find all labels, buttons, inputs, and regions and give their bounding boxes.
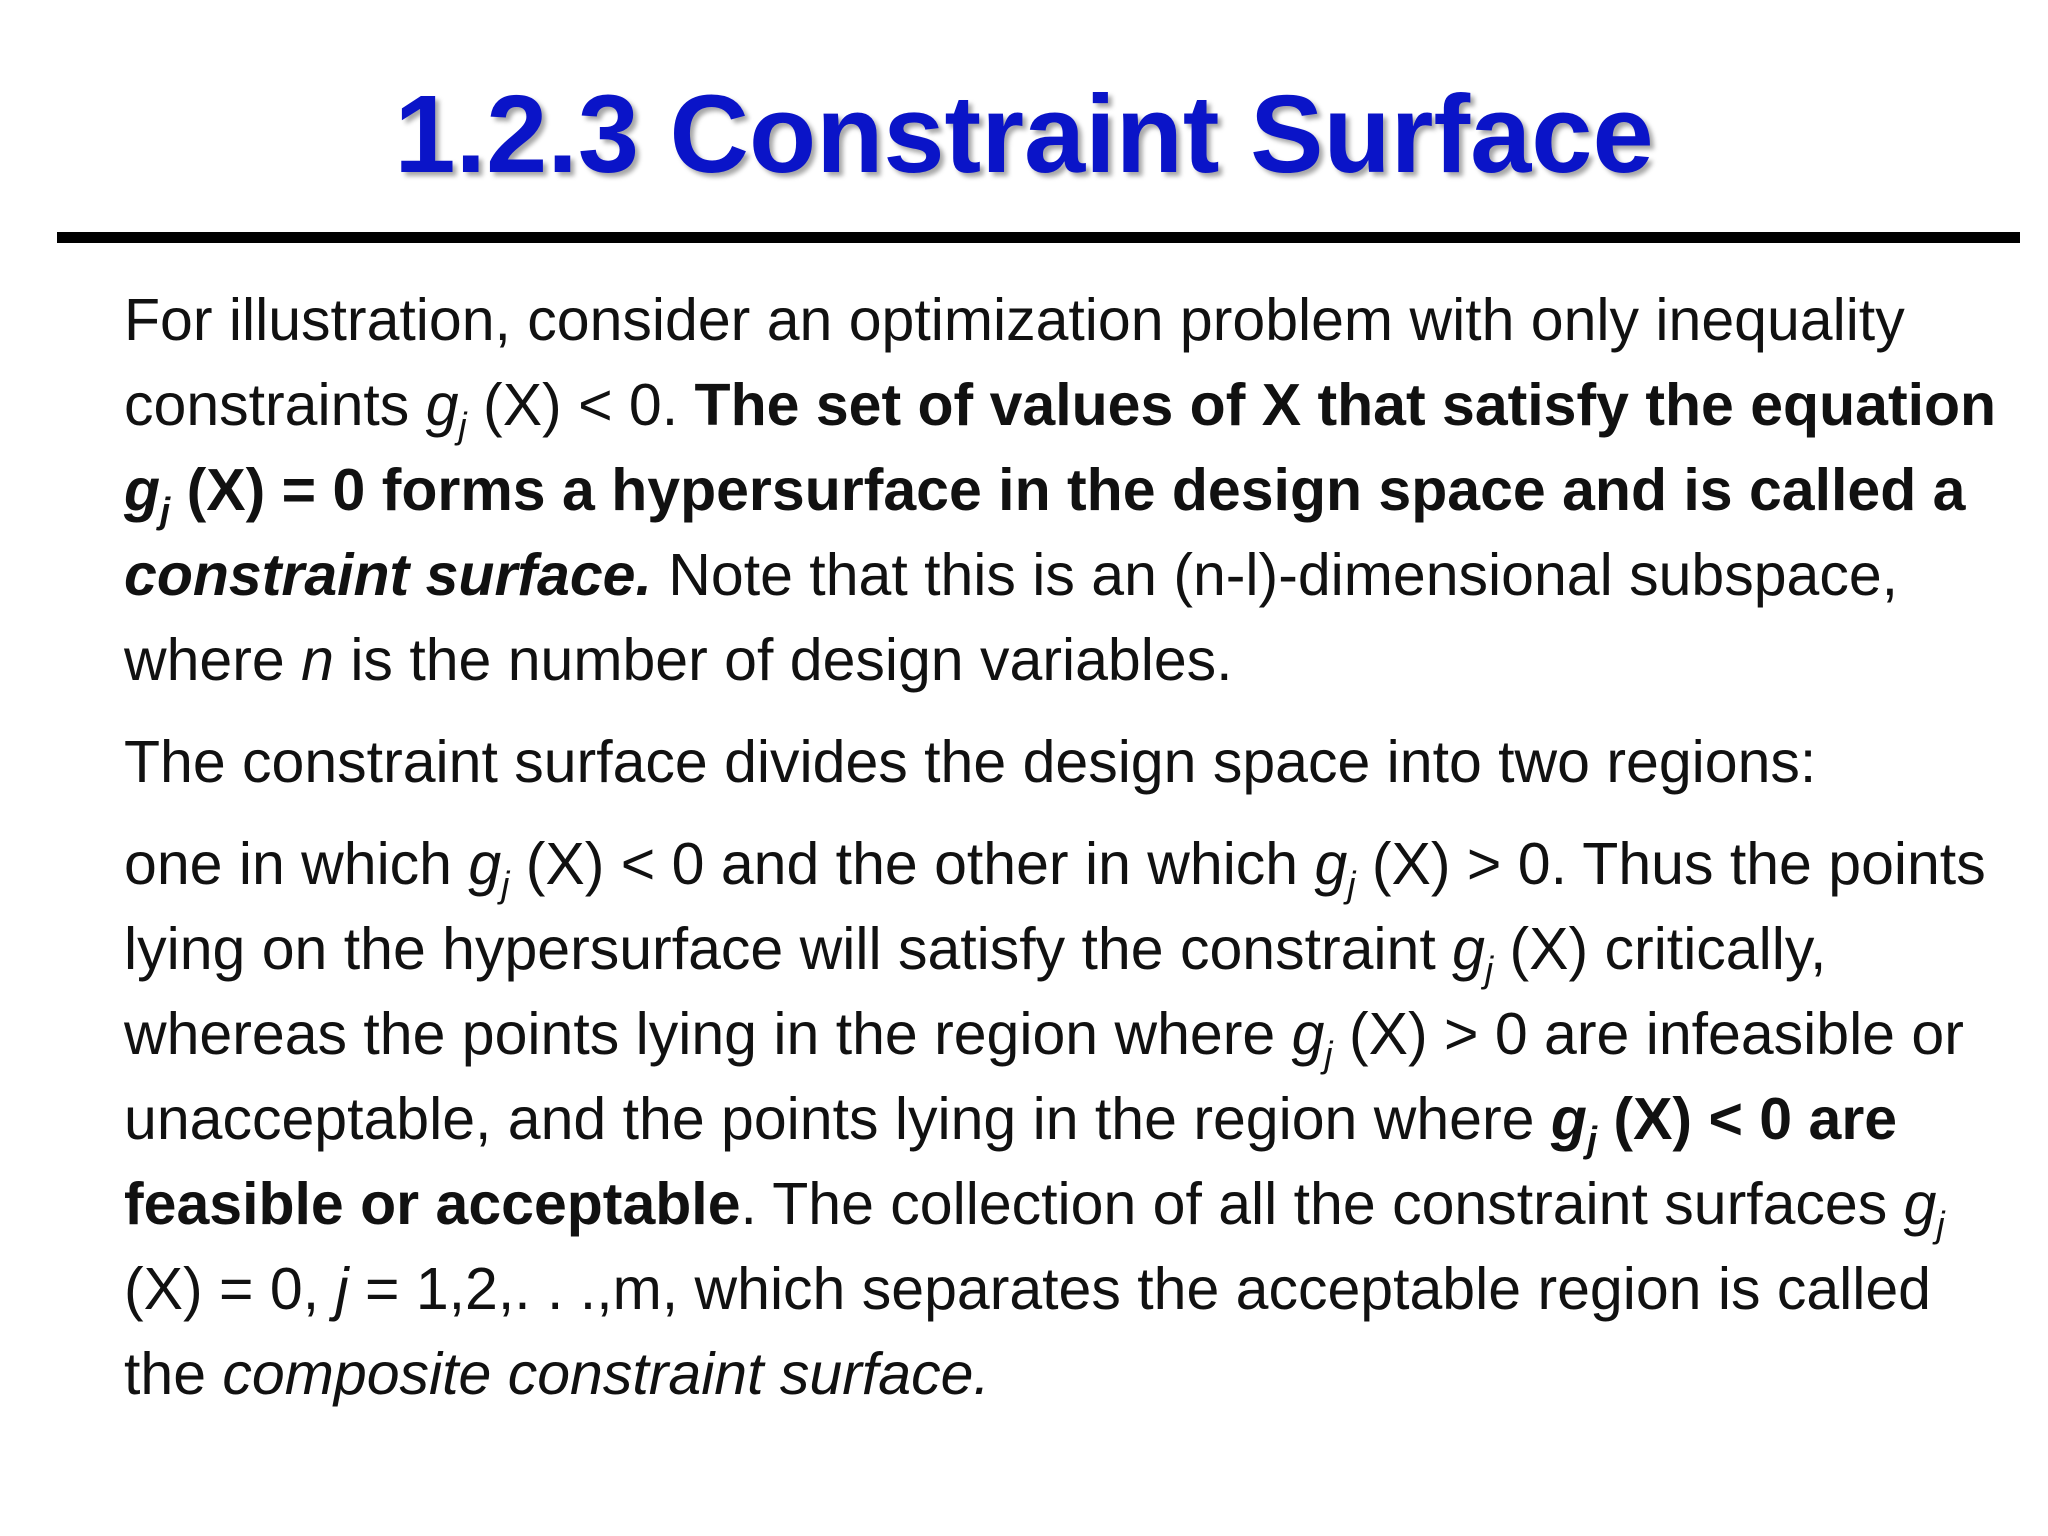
text-run: Note that this is an (n-l)-dimensional subspace, where xyxy=(124,542,1899,693)
text-run: (X) = 0, xyxy=(124,1256,336,1322)
math-g: g xyxy=(1291,1001,1325,1067)
math-g: g xyxy=(1314,831,1348,897)
term-composite-constraint-surface: composite constraint surface. xyxy=(222,1341,990,1407)
text-run: is the number of design variables. xyxy=(333,627,1233,693)
math-g: g xyxy=(1550,1086,1587,1152)
term-constraint-surface: constraint surface. xyxy=(124,542,652,608)
math-g: g xyxy=(1903,1171,1937,1237)
text-run: The constraint surface divides the design space into two regions: xyxy=(124,729,1817,795)
text-run: (X) > 0. Thus the points lying on the hypersurface will satisfy the constraint xyxy=(124,831,1986,982)
math-g: g xyxy=(425,372,459,438)
math-subscript-j: j xyxy=(458,404,467,446)
slide-body xyxy=(124,278,2019,1417)
math-subscript-j: j xyxy=(160,489,171,531)
paragraph-regions xyxy=(124,720,2019,1417)
math-n: n xyxy=(301,627,334,693)
math-subscript-j: j xyxy=(1586,1118,1598,1160)
title-divider xyxy=(57,232,2020,243)
text-run: one in which xyxy=(124,831,469,897)
text-run: (X) > 0 are infeasible or unacceptable, and the points lying in the region where xyxy=(124,1001,1964,1152)
math-subscript-j: j xyxy=(1936,1203,1945,1245)
text-run: (X) < 0 and the other in which xyxy=(509,831,1315,897)
text-run: = 1,2,. . .,m, which separates the acceptable region is called the xyxy=(124,1256,1931,1407)
text-run: (X) critically, whereas the points lying in the region where xyxy=(124,916,1827,1067)
paragraph-constraint-definition xyxy=(124,278,2019,703)
text-run: (X) < 0. xyxy=(466,372,695,438)
math-subscript-j: j xyxy=(1324,1033,1333,1075)
bold-text-run: (X) < 0 are feasible or acceptable xyxy=(124,1086,1898,1237)
math-subscript-j: j xyxy=(1484,948,1494,990)
bold-text-run: The set of values of X that satisfy the equation xyxy=(694,372,1997,438)
math-j: j xyxy=(335,1256,349,1322)
math-subscript-j: j xyxy=(1347,863,1356,905)
math-g: g xyxy=(468,831,502,897)
math-g: g xyxy=(124,457,161,523)
text-run: For illustration, consider an optimization problem with only inequality constraints xyxy=(124,287,1905,438)
math-g: g xyxy=(1452,916,1485,982)
bold-text-run: (X) = 0 forms a hypersurface in the design space and is called a xyxy=(170,457,1966,523)
math-subscript-j: j xyxy=(501,863,510,905)
slide-title: 1.2.3 Constraint Surface xyxy=(394,73,1654,196)
text-run: . The collection of all the constraint surfaces xyxy=(740,1171,1904,1237)
